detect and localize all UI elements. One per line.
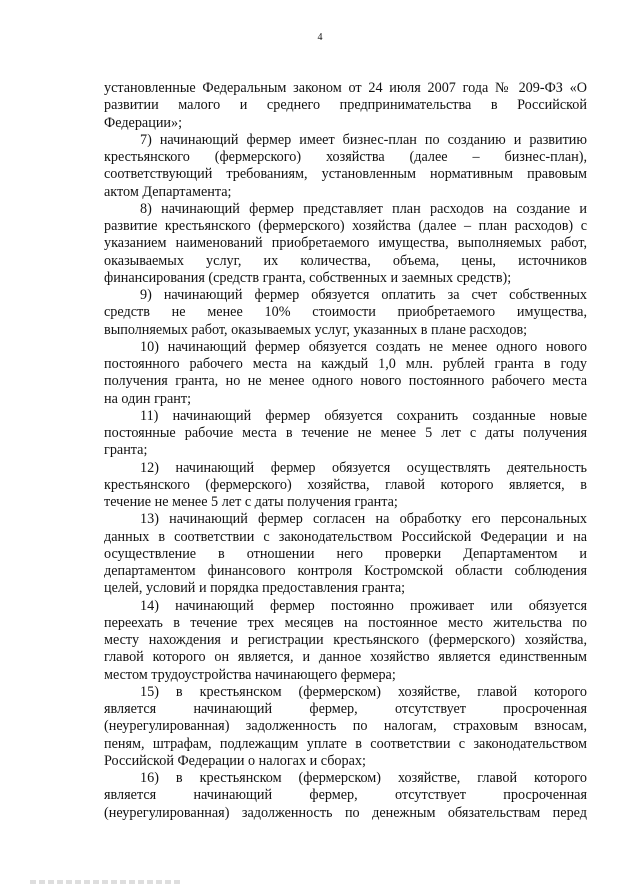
text-line: пеням, штрафам, подлежащим уплате в соответствии с законодательством	[104, 735, 587, 752]
text-line: получения гранта, но не менее одного нового постоянного рабочего места	[104, 373, 587, 390]
text-line: Федерации»;	[104, 114, 183, 131]
text-line: соответствующий требованиям, установленным нормативным правовым	[104, 166, 587, 183]
page-number: 4	[317, 32, 323, 43]
text-line: месту нахождения и регистрации крестьянского (фермерского) хозяйства,	[104, 632, 587, 648]
text-line: актом Департамента;	[104, 183, 232, 200]
text-line: 9) начинающий фермер обязуется оплатить за счет собственных	[140, 287, 587, 303]
text-line: главой которого он является, и данное хозяйство является единственным	[104, 649, 587, 666]
text-line: 16) в крестьянском (фермерском) хозяйстве, главой которого	[140, 770, 587, 786]
text-line: развитии малого и среднего предпринимательства в Российской	[104, 97, 587, 114]
text-line: выполняемых работ, оказываемых услуг, указанных в плане расходов;	[104, 321, 528, 338]
text-line: оказываемых услуг, их количества, объема, цены, источников	[104, 252, 587, 269]
text-line: данных в соответствии с законодательством Российской Федерации и на	[104, 528, 587, 545]
text-line: 14) начинающий фермер постоянно проживает или обязуется	[140, 597, 587, 614]
text-line: постоянного рабочего места на каждый 1,0 млн. рублей гранта в году	[104, 356, 587, 372]
text-line: 12) начинающий фермер обязуется осуществлять деятельность	[140, 459, 587, 476]
text-line: местом трудоустройства начинающего фермера;	[104, 666, 396, 683]
text-line: крестьянского (фермерского) хозяйства, главой которого является, в	[104, 476, 587, 493]
text-line: целей, условий и порядка предоставления гранта;	[104, 580, 406, 597]
text-line: Российской Федерации о налогах и сборах;	[104, 752, 366, 769]
text-line: 13) начинающий фермер согласен на обработку его персональных	[140, 511, 587, 528]
text-line: на один грант;	[104, 390, 192, 407]
text-line: является начинающий фермер, отсутствует просроченная	[104, 701, 587, 717]
text-line: указанием наименований приобретаемого имущества, выполняемых работ,	[104, 235, 587, 252]
text-line: 8) начинающий фермер представляет план расходов на создание и	[140, 200, 587, 217]
text-line: (неурегулированная) задолженность по налогам, страховым взносам,	[104, 718, 587, 735]
text-line: развитие крестьянского (фермерского) хозяйства (далее – план расходов) с	[104, 218, 587, 234]
document-body	[104, 80, 587, 822]
text-line: 15) в крестьянском (фермерском) хозяйстве, главой которого	[140, 683, 587, 700]
text-line: 11) начинающий фермер обязуется сохранить созданные новые	[140, 407, 587, 424]
text-line: 10) начинающий фермер обязуется создать не менее одного нового	[140, 338, 587, 355]
text-line: департаментом финансового контроля Костромской области соблюдения	[104, 563, 587, 579]
scan-artifact	[30, 880, 180, 884]
text-line: гранта;	[104, 442, 148, 459]
text-line: установленные Федеральным законом от 24 июля 2007 года № 209-ФЗ «О	[104, 80, 587, 96]
text-line: 7) начинающий фермер имеет бизнес-план по созданию и развитию	[140, 131, 587, 148]
text-line: финансирования (средств гранта, собственных и заемных средств);	[104, 269, 512, 286]
text-line: осуществление в отношении него проверки Департаментом и	[104, 545, 587, 562]
text-line: постоянные рабочие места в течение не менее 5 лет с даты получения	[104, 425, 587, 441]
text-line: переехать в течение трех месяцев на постоянное место жительства по	[104, 614, 587, 631]
text-line: (неурегулированная) задолженность по денежным обязательствам перед	[104, 804, 587, 821]
text-line: крестьянского (фермерского) хозяйства (далее – бизнес-план),	[104, 149, 587, 165]
text-line: является начинающий фермер, отсутствует просроченная	[104, 787, 587, 804]
text-line: течение не менее 5 лет с даты получения гранта;	[104, 494, 398, 510]
text-line: средств не менее 10% стоимости приобретаемого имущества,	[104, 304, 587, 321]
